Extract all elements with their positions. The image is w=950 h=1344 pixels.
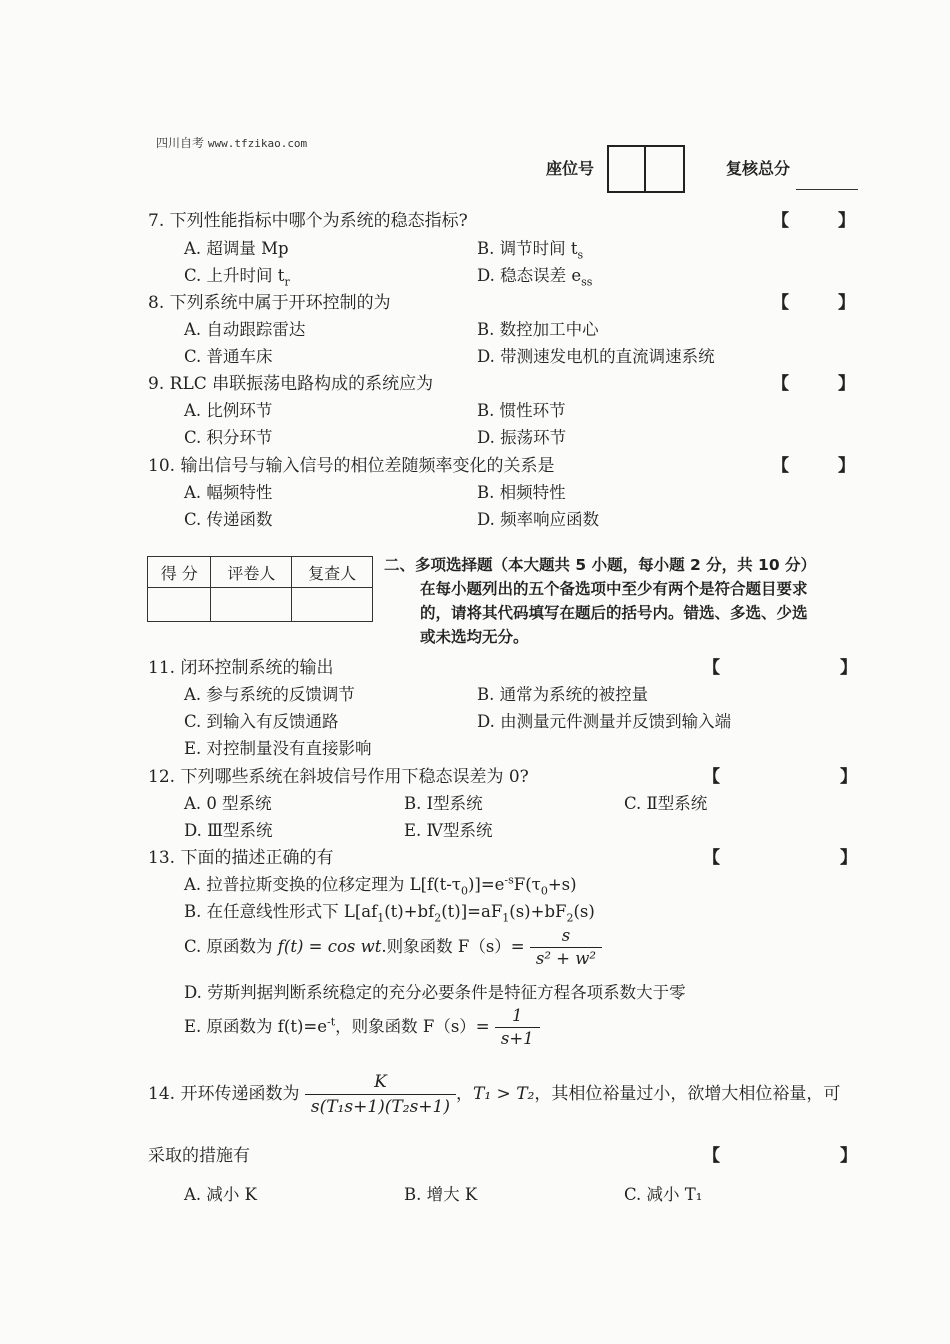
section-instruction-1: 在每小题列出的五个备选项中至少有两个是符合题目要求 xyxy=(420,580,808,598)
condition-expression: T₁ > T₂ xyxy=(473,1084,535,1104)
fraction: $\frac{1}{s+1}$ xyxy=(495,1005,540,1050)
site-watermark xyxy=(156,134,307,151)
seat-box-divider xyxy=(644,147,646,191)
seat-label: 座位号 xyxy=(546,159,595,178)
seat-number-box[interactable] xyxy=(607,145,685,193)
question-number: 14. xyxy=(148,1084,176,1104)
option-d: D. 振荡环节 xyxy=(477,428,567,447)
option-c: C. 上升时间 $t_r$ xyxy=(184,266,290,289)
answer-bracket-open: 【 xyxy=(703,658,720,678)
question-text: 下面的描述正确的有 xyxy=(180,848,334,868)
grader-header: 评卷人 xyxy=(211,557,292,588)
question-14: 14. 开环传递函数为 $\frac{K}{\text{s(T₁s+1)(T₂s+1)}}$ ，T₁ > T₂，其相位裕量过小，欲增大相位裕量，可 xyxy=(148,1072,841,1117)
answer-bracket-close: 】 xyxy=(838,293,855,313)
question-number: 7. xyxy=(148,211,165,231)
option-a: A. 比例环节 xyxy=(184,401,273,420)
option-c: C. 普通车床 xyxy=(184,347,273,366)
option-c: C. 积分环节 xyxy=(184,428,273,447)
question-text: 开环传递函数为 xyxy=(180,1084,300,1104)
question-13 xyxy=(148,843,333,868)
section-instruction-3: 或未选均无分。 xyxy=(420,628,529,646)
option-b: B. 通常为系统的被控量 xyxy=(477,685,649,704)
answer-bracket-open: 【 xyxy=(703,767,720,787)
question-7 xyxy=(148,206,468,231)
site-name: 四川自考 xyxy=(156,136,205,150)
option-c: C. 传递函数 xyxy=(184,510,273,529)
section-instruction-2: 的，请将其代码填写在题后的括号内。错选、多选、少选 xyxy=(420,604,808,622)
answer-bracket-close: 】 xyxy=(840,1146,857,1166)
option-a: A. 减小 K xyxy=(184,1185,257,1204)
answer-bracket-close: 】 xyxy=(838,456,855,476)
checker-cell[interactable] xyxy=(292,588,373,622)
answer-bracket-open: 【 xyxy=(703,848,720,868)
option-d: D. 稳态误差 $e_{ss}$ xyxy=(477,266,593,289)
question-number: 11. xyxy=(148,658,176,678)
score-cell[interactable] xyxy=(148,588,211,622)
answer-bracket-open: 【 xyxy=(703,1146,720,1166)
question-14-line2: 采取的措施有 xyxy=(148,1146,250,1166)
option-a: A. 自动跟踪雷达 xyxy=(184,320,306,339)
question-number: 8. xyxy=(148,293,165,313)
answer-bracket-close: 】 xyxy=(840,658,857,678)
answer-bracket-close: 】 xyxy=(840,767,857,787)
option-d: D. 带测速发电机的直流调速系统 xyxy=(477,347,715,366)
option-a: A. 超调量 Mp xyxy=(184,239,289,258)
option-e: E. 对控制量没有直接影响 xyxy=(184,739,372,758)
section-title: 二、多项选择题（本大题共 5 小题，每小题 2 分，共 10 分） xyxy=(384,556,817,574)
option-d: D. Ⅲ型系统 xyxy=(184,821,273,840)
fraction: $\frac{s}{\text{s² + w²}}$ xyxy=(530,925,602,970)
option-c: C. Ⅱ型系统 xyxy=(624,794,708,813)
option-b: B. 在任意线性形式下 $L[af_1(t)+bf_2(t)]=aF_1(s)+bF_2(s)$ xyxy=(184,902,595,925)
answer-bracket-close: 】 xyxy=(838,211,855,231)
option-b: B. 调节时间 $t_s$ xyxy=(477,239,584,262)
answer-bracket-close: 】 xyxy=(838,374,855,394)
option-d: D. 由测量元件测量并反馈到输入端 xyxy=(477,712,732,731)
option-d: D. 频率响应函数 xyxy=(477,510,600,529)
option-c: C. 减小 T₁ xyxy=(624,1185,703,1204)
checker-header: 复查人 xyxy=(292,557,373,588)
answer-bracket-open: 【 xyxy=(772,211,789,231)
option-c: C. 原函数为 f(t) = cos wt.则象函数 F（s）= $\frac{s}{\text{s² + w²}}$ xyxy=(184,925,602,970)
answer-bracket-open: 【 xyxy=(772,456,789,476)
option-b: B. 惯性环节 xyxy=(477,401,566,420)
question-text: 下列系统中属于开环控制的为 xyxy=(169,293,391,313)
answer-bracket-open: 【 xyxy=(772,293,789,313)
grader-cell[interactable] xyxy=(211,588,292,622)
transfer-function-fraction: $\frac{K}{\text{s(T₁s+1)(T₂s+1)}}$ xyxy=(305,1070,456,1119)
question-text-cont: ，其相位裕量过小，欲增大相位裕量，可 xyxy=(534,1084,841,1104)
score-table xyxy=(147,556,373,622)
question-number: 10. xyxy=(148,456,176,476)
question-10 xyxy=(148,451,554,476)
question-9 xyxy=(148,369,433,394)
option-a: A. 拉普拉斯变换的位移定理为 $L[f(t-\tau_0)]=e^{-s}F(\tau_0+s)$ xyxy=(184,873,577,898)
option-c: C. 到输入有反馈通路 xyxy=(184,712,339,731)
option-e: E. Ⅳ型系统 xyxy=(404,821,493,840)
option-b: B. 增大 K xyxy=(404,1185,478,1204)
question-number: 9. xyxy=(148,374,165,394)
option-b: B. 数控加工中心 xyxy=(477,320,599,339)
answer-bracket-open: 【 xyxy=(772,374,789,394)
review-total-line xyxy=(796,189,858,190)
option-a: A. 参与系统的反馈调节 xyxy=(184,685,355,704)
question-text: 闭环控制系统的输出 xyxy=(180,658,334,678)
review-total-label: 复核总分 xyxy=(726,159,791,178)
question-12 xyxy=(148,762,529,787)
option-e: E. 原函数为 $f(t)=e^{-t}$，则象函数 F（s）= $\frac{1}{s+1}$ xyxy=(184,1005,540,1050)
function-expression: f(t) = cos wt xyxy=(277,937,382,956)
question-number: 13. xyxy=(148,848,176,868)
question-text: 下列性能指标中哪个为系统的稳态指标? xyxy=(169,211,468,231)
site-url: www.tfzikao.com xyxy=(207,137,308,150)
question-text: 下列哪些系统在斜坡信号作用下稳态误差为 0? xyxy=(180,767,529,787)
question-11 xyxy=(148,653,333,678)
question-number: 12. xyxy=(148,767,176,787)
option-b: B. 相频特性 xyxy=(477,483,566,502)
score-header: 得 分 xyxy=(148,557,211,588)
question-8 xyxy=(148,288,391,313)
option-b: B. Ⅰ型系统 xyxy=(404,794,483,813)
option-d: D. 劳斯判据判断系统稳定的充分必要条件是特征方程各项系数大于零 xyxy=(184,983,686,1002)
answer-bracket-close: 】 xyxy=(840,848,857,868)
option-a: A. 幅频特性 xyxy=(184,483,273,502)
question-text: 输出信号与输入信号的相位差随频率变化的关系是 xyxy=(180,456,555,476)
option-a: A. 0 型系统 xyxy=(184,794,272,813)
question-text: RLC 串联振荡电路构成的系统应为 xyxy=(169,374,434,394)
